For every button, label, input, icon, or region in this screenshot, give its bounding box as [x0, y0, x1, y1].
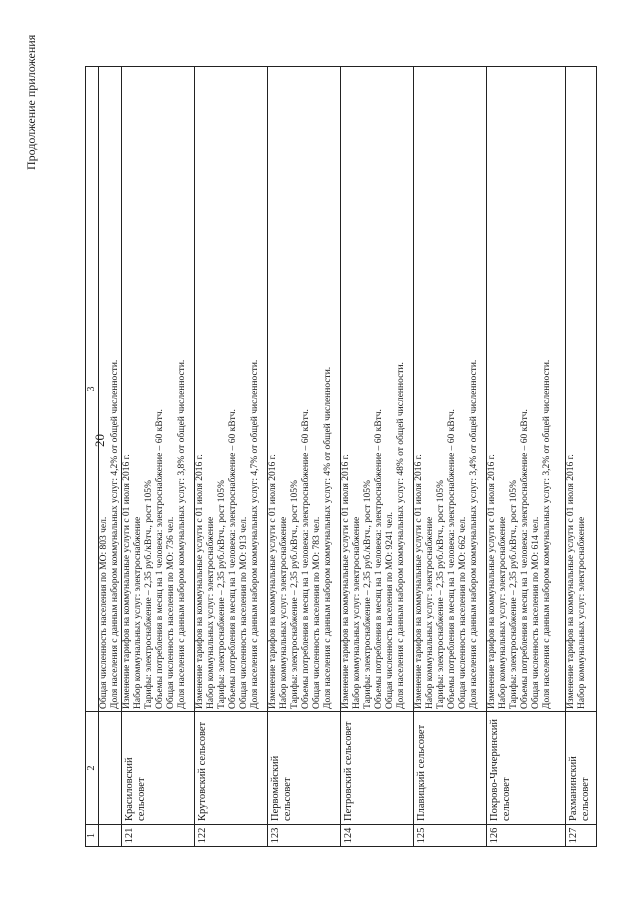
detail-line: Объемы потребления в месяц на 1 человека: электроснабжение – 60 кВтч.	[520, 409, 530, 709]
header-col-3: 3	[86, 67, 99, 712]
detail-line: Набор коммунальных услуг: электроснабжение	[498, 516, 508, 709]
table-row	[414, 67, 487, 847]
municipality-name: Петровский сельсовет	[341, 712, 414, 825]
header-col-1: 1	[86, 825, 99, 847]
municipality-name: Рахманинский сельсовет	[566, 712, 597, 825]
detail-line: Объемы потребления в месяц на 1 человека: электроснабжение – 60 кВтч.	[447, 409, 457, 709]
detail-line: Изменение тарифов на коммунальные услуги с 01 июля 2016 г.	[122, 454, 132, 709]
rotated-table-area	[85, 67, 591, 847]
page-caption: Продолжение приложения	[24, 34, 38, 170]
detail-line: Набор коммунальных услуг: электроснабжение	[133, 516, 143, 709]
detail-line: Набор коммунальных услуг: электроснабжение	[352, 516, 362, 709]
tariff-details	[414, 67, 487, 712]
detail-line: Доля населения с данным набором коммунальных услуг: 3,4% от общей численности.	[469, 359, 479, 709]
detail-line: Тарифы: электроснабжение – 2,35 руб./кВтч., рост 105%	[290, 480, 300, 709]
detail-line: Изменение тарифов на коммунальные услуги с 01 июля 2016 г.	[487, 454, 497, 709]
detail-line: Доля населения с данным набором коммунальных услуг: 3,8% от общей численности.	[177, 359, 187, 709]
detail-line: Изменение тарифов на коммунальные услуги с 01 июля 2016 г.	[341, 454, 351, 709]
table-row	[566, 67, 597, 847]
detail-line: Изменение тарифов на коммунальные услуги с 01 июля 2016 г.	[566, 454, 576, 709]
detail-line: Набор коммунальных услуг: электроснабжение	[577, 516, 587, 709]
detail-line: Тарифы: электроснабжение – 2,35 руб./кВтч., рост 105%	[217, 480, 227, 709]
detail-line: Тарифы: электроснабжение – 2,35 руб./кВтч., рост 105%	[436, 480, 446, 709]
municipality-name: Плавицкий сельсовет	[414, 712, 487, 825]
municipality-name: Покрово-Чичеринский сельсовет	[487, 712, 566, 825]
tariff-details	[268, 67, 341, 712]
detail-line: Объемы потребления в месяц на 1 человека: электроснабжение – 60 кВтч.	[301, 409, 311, 709]
tariff-details	[99, 67, 122, 712]
row-number: 126	[487, 825, 566, 847]
table-row	[99, 67, 122, 847]
detail-line: Тарифы: электроснабжение – 2,35 руб./кВтч., рост 105%	[363, 480, 373, 709]
table-header-row	[86, 67, 99, 847]
row-number: 123	[268, 825, 341, 847]
table-row	[195, 67, 268, 847]
detail-line: Общая численность населения по МО: 736 чел.	[166, 516, 176, 709]
detail-line: Доля населения с данным набором коммунальных услуг: 4,7% от общей численности.	[250, 359, 260, 709]
detail-line: Общая численность населения по МО: 662 чел.	[458, 516, 468, 709]
table-row	[487, 67, 566, 847]
table-body	[99, 67, 597, 847]
row-number	[99, 825, 122, 847]
detail-line: Доля населения с данным набором коммунальных услуг: 4,2% от общей численности.	[110, 359, 120, 709]
detail-line: Изменение тарифов на коммунальные услуги с 01 июля 2016 г.	[195, 454, 205, 709]
row-number: 125	[414, 825, 487, 847]
tariff-details	[487, 67, 566, 712]
row-number: 122	[195, 825, 268, 847]
detail-line: Объемы потребления в месяц на 1 человека: электроснабжение – 60 кВтч.	[155, 409, 165, 709]
tariff-table	[85, 66, 597, 847]
tariff-details	[341, 67, 414, 712]
detail-line: Набор коммунальных услуг: электроснабжение	[206, 516, 216, 709]
detail-line: Набор коммунальных услуг: электроснабжение	[279, 516, 289, 709]
municipality-name: Красиловский сельсовет	[122, 712, 195, 825]
header-col-2: 2	[86, 712, 99, 825]
row-number: 121	[122, 825, 195, 847]
municipality-name	[99, 712, 122, 825]
detail-line: Доля населения с данным набором коммунальных услуг: 48% от общей численности.	[396, 362, 406, 709]
tariff-details	[195, 67, 268, 712]
table-row	[122, 67, 195, 847]
detail-line: Доля населения с данным набором коммунальных услуг: 3,2% от общей численности.	[542, 359, 552, 709]
detail-line: Тарифы: электроснабжение – 2,35 руб./кВтч., рост 105%	[509, 480, 519, 709]
detail-line: Изменение тарифов на коммунальные услуги с 01 июля 2016 г.	[414, 454, 424, 709]
table-row	[341, 67, 414, 847]
page-number: 20	[92, 434, 107, 447]
municipality-name: Первомайский сельсовет	[268, 712, 341, 825]
detail-line: Общая численность населения по МО: 9241 чел.	[385, 512, 395, 709]
detail-line: Общая численность населения по МО: 913 чел.	[239, 516, 249, 709]
municipality-name: Крутовский сельсовет	[195, 712, 268, 825]
detail-line: Изменение тарифов на коммунальные услуги с 01 июля 2016 г.	[268, 454, 278, 709]
detail-line: Объемы потребления в месяц на 1 человека: электроснабжение – 60 кВтч.	[374, 409, 384, 709]
table-row	[268, 67, 341, 847]
detail-line: Набор коммунальных услуг: электроснабжение	[425, 516, 435, 709]
detail-line: Общая численность населения по МО: 783 чел.	[312, 516, 322, 709]
detail-line: Общая численность населения по МО: 803 чел.	[99, 516, 109, 709]
tariff-details	[566, 67, 597, 712]
row-number: 127	[566, 825, 597, 847]
detail-line: Общая численность населения по МО: 614 чел.	[531, 516, 541, 709]
detail-line: Доля населения с данным набором коммунальных услуг: 4% от общей численности.	[323, 366, 333, 709]
detail-line: Тарифы: электроснабжение – 2,35 руб./кВтч., рост 105%	[144, 480, 154, 709]
tariff-details	[122, 67, 195, 712]
detail-line: Объемы потребления в месяц на 1 человека: электроснабжение – 60 кВтч.	[228, 409, 238, 709]
row-number: 124	[341, 825, 414, 847]
